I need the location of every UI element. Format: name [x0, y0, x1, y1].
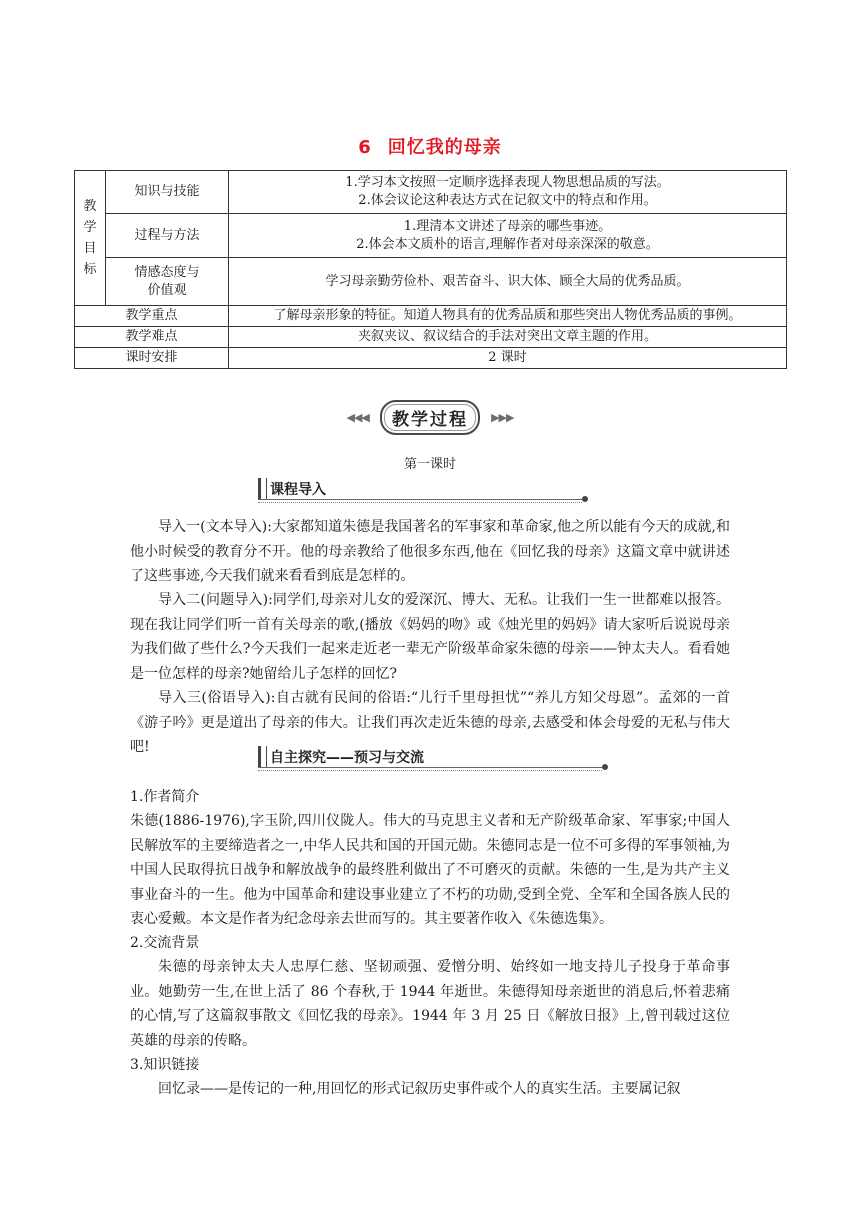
lesson-label: 第一课时 — [403, 457, 456, 472]
group-char: 目 — [83, 241, 97, 256]
item-heading-knowledge-link: 3.知识链接 — [130, 1057, 200, 1073]
teaching-process-banner — [0, 400, 860, 435]
section-heading-label: 自主探究——预习与交流 — [270, 750, 424, 766]
lesson-title-text: 回忆我的母亲 — [387, 137, 502, 158]
group-char: 学 — [83, 220, 97, 235]
label-line: 情感态度与 — [134, 264, 200, 280]
schedule-label: 课时安排 — [75, 348, 229, 369]
objective-content-emotion — [229, 258, 787, 306]
heading-end-dot-icon — [582, 496, 588, 502]
intro-paragraph-2: 导入二(问题导入):同学们,母亲对儿女的爱深沉、博大、无私。让我们一生一世都难以报答。现在我让同学们听一首有关母亲的歌,(播放《妈妈的吻》或《烛光里的妈妈》请大家听后说说母亲为我们做了些什么?今天我们一起来走近老一辈无产阶级革命家朱德的母亲——钟太夫人。看看她是一位怎样的母亲?她留给儿子怎样的回忆? — [130, 592, 730, 682]
objective-line: 2.体会本文质朴的语言,理解作者对母亲深深的敬意。 — [356, 236, 659, 252]
right-arrows-icon: ▶▶▶ — [491, 411, 514, 424]
objective-content-process — [229, 214, 787, 258]
lesson-title — [0, 133, 860, 159]
lesson-number: 6 — [358, 137, 372, 158]
schedule-value: 2 课时 — [229, 348, 787, 369]
objective-line: 1.理清本文讲述了母亲的哪些事迹。 — [403, 218, 612, 234]
item-text-author: 朱德(1886-1976),字玉阶,四川仪陇人。伟大的马克思主义者和无产阶级革命家、军事家;中国人民解放军的主要缔造者之一,中华人民共和国的开国元勋。朱德同志是一位不可多得的军事领袖,为中国人民取得抗日战争和解放战争的最终胜利做出了不可磨灭的贡献。朱德的一生,是为共产主义事业奋斗的一生。他为中国革命和建设事业建立了不朽的功勋,受到全党、全军和全国各族人民的衷心爱戴。本文是作者为纪念母亲去世而写的。其主要著作收入《朱德选集》。 — [130, 813, 730, 927]
section-heading-explore — [258, 746, 608, 768]
objective-label-emotion — [106, 258, 229, 306]
key-point-label: 教学重点 — [75, 306, 229, 327]
heading-underline — [258, 499, 582, 500]
section-heading-label: 课程导入 — [270, 482, 326, 498]
group-char: 教 — [83, 199, 97, 214]
group-char: 标 — [83, 262, 97, 277]
heading-bar-icon — [258, 746, 267, 768]
heading-underline-dotted — [258, 502, 582, 503]
heading-underline — [258, 767, 602, 768]
banner-title: 教学过程 — [380, 400, 480, 435]
item-heading-author: 1.作者简介 — [130, 789, 200, 805]
key-point-value: 了解母亲形象的特征。知道人物具有的优秀品质和那些突出人物优秀品质的事例。 — [229, 306, 787, 327]
objectives-table — [74, 170, 787, 369]
objective-line: 1.学习本文按照一定顺序选择表现人物思想品质的写法。 — [345, 175, 670, 190]
difficulty-value: 夹叙夹议、叙议结合的手法对突出文章主题的作用。 — [229, 327, 787, 348]
left-arrows-icon: ◀◀◀ — [346, 411, 369, 424]
difficulty-label: 教学难点 — [75, 327, 229, 348]
item-text-background: 朱德的母亲钟太夫人忠厚仁慈、坚韧顽强、爱憎分明、始终如一地支持儿子投身于革命事业。她勤劳一生,在世上活了 86 个春秋,于 1944 年逝世。朱德得知母亲逝世的消息后,怀着悲痛的心情,写了这篇叙事散文《回忆我的母亲》。1944 年 3 月 25 日《解放日报》上,曾刊载过这位英雄的母亲的传略。 — [130, 959, 730, 1049]
item-text-knowledge-link: 回忆录——是传记的一种,用回忆的形式记叙历史事件或个人的真实生活。主要属记叙 — [158, 1081, 681, 1097]
objectives-group-label — [75, 171, 106, 306]
intro-paragraph-3: 导入三(俗语导入):自古就有民间的俗语:“儿行千里母担忧”“养儿方知父母恩”。孟郊的一首《游子吟》更是道出了母亲的伟大。让我们再次走近朱德的母亲,去感受和体会母爱的无私与伟大吧! — [130, 690, 730, 755]
objective-label-process: 过程与方法 — [106, 214, 229, 258]
objective-label-knowledge: 知识与技能 — [106, 171, 229, 214]
heading-bar-icon — [258, 478, 267, 500]
objective-line: 学习母亲勤劳俭朴、艰苦奋斗、识大体、顾全大局的优秀品质。 — [325, 273, 690, 289]
item-heading-background: 2.交流背景 — [130, 935, 200, 951]
objective-line: 2.体会议论这种表达方式在记叙文中的特点和作用。 — [358, 193, 657, 208]
label-line: 价值观 — [147, 282, 187, 298]
intro-paragraph-1: 导入一(文本导入):大家都知道朱德是我国著名的军事家和革命家,他之所以能有今天的成就,和他小时候受的教育分不开。他的母亲教给了他很多东西,他在《回忆我的母亲》这篇文章中就讲述了这些事迹,今天我们就来看看到底是怎样的。 — [130, 519, 730, 584]
heading-underline-dotted — [258, 770, 602, 771]
heading-end-dot-icon — [602, 764, 608, 770]
objective-content-knowledge — [229, 171, 787, 214]
section-heading-intro — [258, 478, 588, 500]
